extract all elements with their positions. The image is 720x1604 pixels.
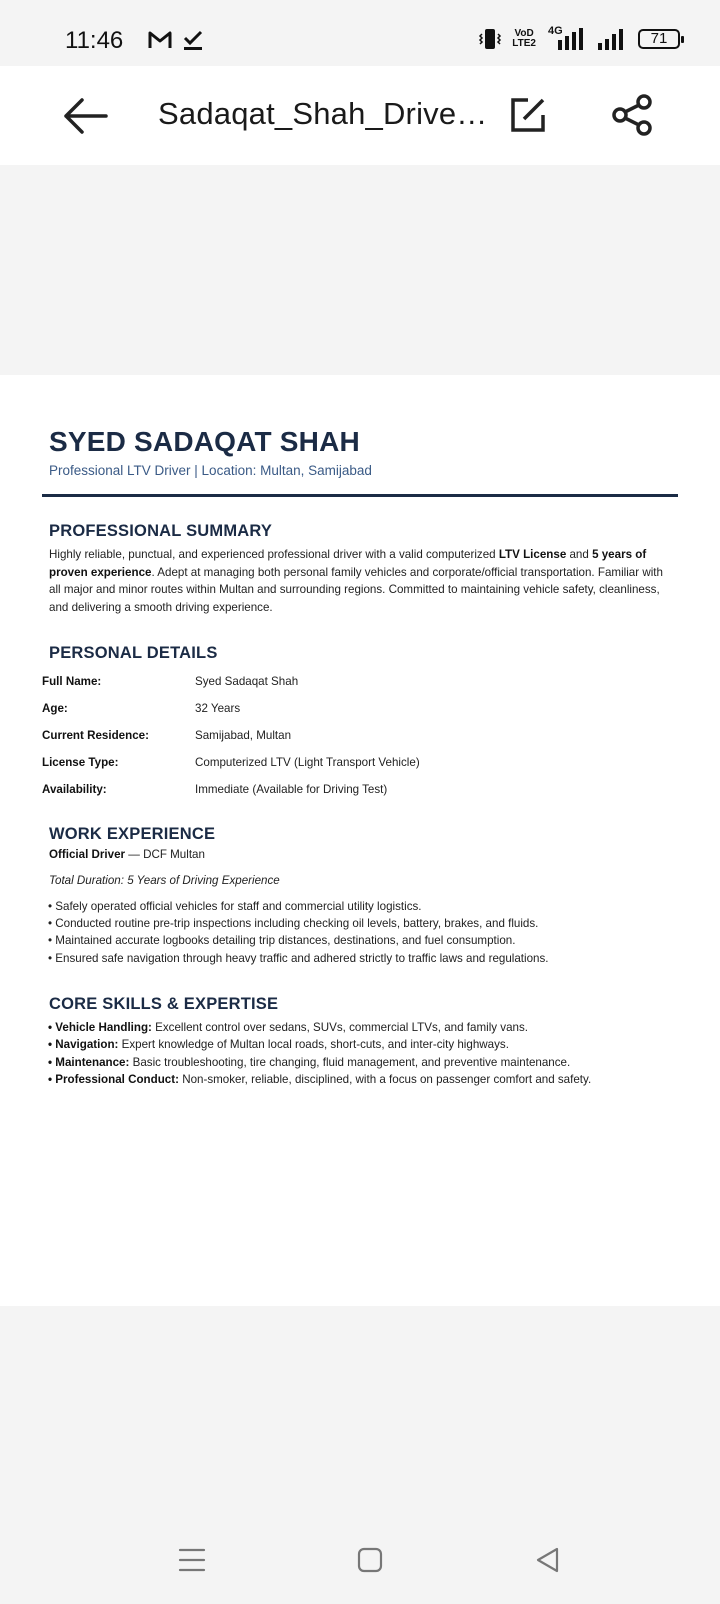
detail-value: 32 Years xyxy=(195,702,241,715)
gmail-icon xyxy=(148,30,172,50)
skill-item xyxy=(48,1056,678,1069)
battery-level: 71 xyxy=(650,30,668,47)
header-divider xyxy=(42,494,678,497)
vibrate-icon xyxy=(478,27,502,51)
check-icon xyxy=(182,29,204,51)
detail-value: Immediate (Available for Driving Test) xyxy=(195,783,388,796)
summary-bold-license: LTV License xyxy=(498,548,567,561)
skill-label: • Navigation: xyxy=(48,1038,119,1051)
detail-label: Current Residence: xyxy=(42,729,149,742)
work-bullet: • Conducted routine pre-trip inspections including checking oil levels, battery, brakes, and fluids. xyxy=(48,917,539,930)
summary-part: Highly reliable, punctual, and experienced professional driver with a valid computerized xyxy=(49,548,499,561)
skill-text: Expert knowledge of Multan local roads, short-cuts, and inter-city highways. xyxy=(118,1038,509,1051)
battery-icon xyxy=(638,29,680,49)
summary-part: and xyxy=(566,548,593,561)
skill-label: • Vehicle Handling: xyxy=(48,1021,152,1034)
skill-item xyxy=(48,1021,678,1034)
skill-item xyxy=(48,1038,678,1051)
resume-name: SYED SADAQAT SHAH xyxy=(49,426,360,457)
job-title xyxy=(49,848,205,861)
navigation-bar xyxy=(0,1517,720,1604)
network-line2: LTE2 xyxy=(512,38,536,49)
status-bar xyxy=(0,0,720,66)
detail-value: Computerized LTV (Light Transport Vehicle) xyxy=(195,756,420,769)
document-page[interactable] xyxy=(0,375,720,1306)
detail-label: Availability: xyxy=(42,783,107,796)
job-duration: Total Duration: 5 Years of Driving Experience xyxy=(49,874,280,887)
detail-label: License Type: xyxy=(42,756,119,769)
detail-label: Age: xyxy=(42,702,68,715)
skill-text: Basic troubleshooting, tire changing, fluid management, and preventive maintenance. xyxy=(129,1056,571,1069)
summary-part: . Adept at managing both personal family vehicles and corporate/official transportation. Familiar with all major and minor routes within Multan and surrounding regions. Committed to maintaining vehicle safety, cleanliness, and delivering a smooth driving experience. xyxy=(49,565,663,614)
signal-4g-icon xyxy=(546,26,586,52)
detail-value: Syed Sadaqat Shah xyxy=(195,675,299,688)
network-line1: VoD xyxy=(514,28,534,39)
back-arrow-icon[interactable] xyxy=(62,96,108,136)
skill-text: Non-smoker, reliable, disciplined, with a focus on passenger comfort and safety. xyxy=(178,1073,592,1086)
share-icon[interactable] xyxy=(610,93,654,137)
job-role: Official Driver xyxy=(49,848,126,861)
menu-icon[interactable] xyxy=(177,1545,207,1575)
summary-text xyxy=(49,546,674,616)
work-bullet: • Maintained accurate logbooks detailing trip distances, destinations, and fuel consumption. xyxy=(48,934,516,947)
skill-label: • Professional Conduct: xyxy=(48,1073,179,1086)
skill-text: Excellent control over sedans, SUVs, commercial LTVs, and family vans. xyxy=(151,1021,529,1034)
skill-label: • Maintenance: xyxy=(48,1056,130,1069)
signal-icon xyxy=(596,27,628,51)
skills-heading: CORE SKILLS & EXPERTISE xyxy=(49,995,279,1013)
home-icon[interactable] xyxy=(355,1545,385,1575)
app-bar xyxy=(0,66,720,165)
detail-label: Full Name: xyxy=(42,675,102,688)
job-org: — DCF Multan xyxy=(125,848,205,861)
status-time: 11:46 xyxy=(65,27,124,54)
status-system-icons xyxy=(478,26,680,52)
volte-icon xyxy=(512,29,536,49)
work-bullet: • Ensured safe navigation through heavy traffic and adhered strictly to traffic laws and regulations. xyxy=(48,952,549,965)
skill-item xyxy=(48,1073,678,1086)
network-type: 4G xyxy=(548,25,563,37)
edit-icon[interactable] xyxy=(508,95,548,135)
summary-heading: PROFESSIONAL SUMMARY xyxy=(49,522,273,540)
detail-value: Samijabad, Multan xyxy=(195,729,292,742)
work-bullet: • Safely operated official vehicles for staff and commercial utility logistics. xyxy=(48,900,422,913)
status-notification-icons xyxy=(148,29,204,51)
back-icon[interactable] xyxy=(533,1545,563,1575)
work-experience-heading: WORK EXPERIENCE xyxy=(49,825,216,843)
resume-subtitle: Professional LTV Driver | Location: Multan, Samijabad xyxy=(49,463,372,478)
personal-details-heading: PERSONAL DETAILS xyxy=(49,644,218,662)
document-title: Sadaqat_Shah_Drive… xyxy=(158,96,488,131)
summary-bold-experience: 5 years of proven experience xyxy=(49,548,647,579)
